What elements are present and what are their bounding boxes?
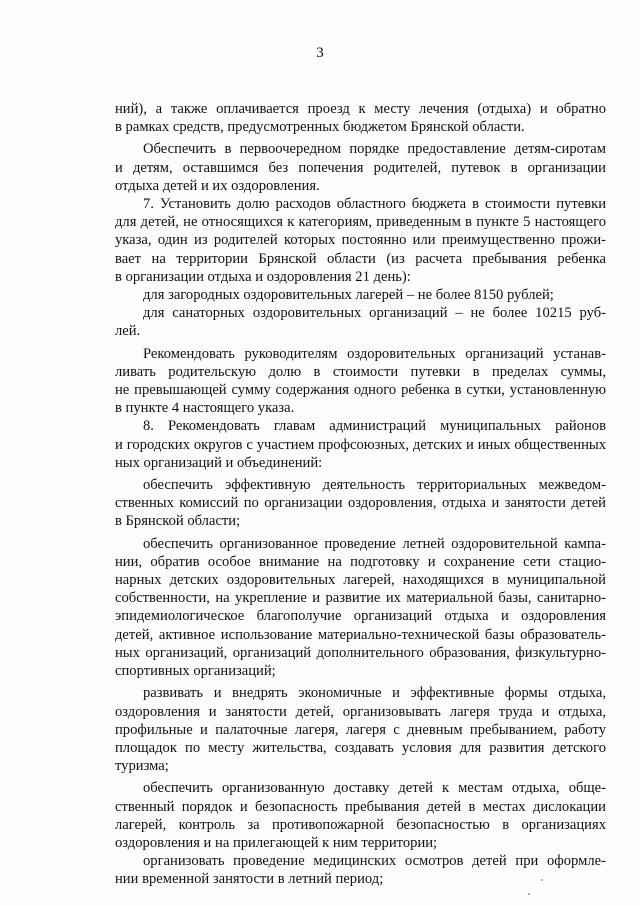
text-line: отдыха детей и их оздоровления.	[115, 177, 320, 194]
paragraph	[115, 100, 606, 136]
text-line: ний), а также оплачивается проезд к месту лечения (отдыха) и обратно	[115, 101, 606, 117]
text-line: профильные и палаточные лагеря, лагеря с дневным пребыванием, работу	[115, 721, 606, 738]
text-line: в организации отдыха и оздоровления 21 день):	[115, 268, 411, 285]
text-line: обеспечить эффективную деятельность территориальных межведом-	[143, 477, 606, 494]
text-line: указа, один из родителей которых постоянно или преимущественно прожи-	[115, 232, 606, 249]
paragraph	[115, 304, 606, 340]
paragraph	[115, 195, 606, 286]
text-line: туризма;	[115, 758, 169, 775]
paragraph	[115, 140, 606, 195]
text-line: 7. Установить долю расходов областного бюджета в стоимости путевки	[143, 196, 606, 213]
text-line: ственный порядок и безопасность пребывания детей в местах дислокации	[115, 798, 606, 815]
text-line: для санаторных оздоровительных организаций – не более 10215 руб-	[143, 305, 606, 322]
text-line: для загородных оздоровительных лагерей – не более 8150 рублей;	[143, 287, 554, 304]
text-line: в рамках средств, предусмотренных бюджетом Брянской области.	[115, 119, 525, 136]
text-line: ливать родительскую долю в стоимости путевки в пределах суммы,	[115, 363, 606, 380]
paragraph	[115, 779, 606, 852]
text-line: площадок по месту жительства, создавать условия для развития детского	[115, 739, 606, 756]
text-line: нарных детских оздоровительных лагерей, находящихся в муниципальной	[115, 572, 606, 589]
text-line: нии, обратив особое внимание на подготовку и сохранение сети стацио-	[115, 553, 606, 570]
text-line: лагерей, контроль за противопожарной безопасностью в организациях	[115, 816, 606, 833]
text-line: ных организаций, организаций дополнительного образования, физкультурно-	[115, 644, 606, 661]
text-line: ных организаций и объединений:	[115, 454, 323, 471]
text-line: детей, активное использование материально-технической базы образователь-	[115, 626, 606, 643]
text-line: ственных комиссий по организации оздоровления, отдыха и занятости детей	[115, 495, 606, 512]
text-line: нии временной занятости в летний период;	[115, 871, 384, 888]
paragraph	[115, 417, 606, 472]
paragraph	[115, 345, 606, 418]
paragraph	[115, 535, 606, 681]
text-line: вает на территории Брянской области (из расчета пребывания ребенка	[115, 250, 606, 267]
text-line: Рекомендовать руководителям оздоровительных организаций устанав-	[143, 345, 606, 362]
text-line: Обеспечить в первоочередном порядке предоставление детям-сиротам	[143, 141, 606, 158]
text-line: обеспечить организованную доставку детей к местам отдыха, обще-	[143, 780, 606, 797]
text-line: обеспечить организованное проведение летней оздоровительной кампа-	[143, 535, 606, 552]
text-line: организовать проведение медицинских осмотров детей при оформле-	[143, 853, 606, 870]
text-line: в пункте 4 настоящего указа.	[115, 400, 295, 417]
text-line: для детей, не относящихся к категориям, приведенным в пункте 5 настоящего	[115, 214, 606, 231]
document-body	[115, 100, 606, 889]
text-line: 8. Рекомендовать главам администраций муниципальных районов	[143, 418, 606, 435]
paragraph	[115, 476, 606, 531]
page-number: 3	[316, 45, 324, 61]
paragraph	[115, 684, 606, 775]
scan-speck	[528, 893, 530, 895]
text-line: оздоровления и занятости детей, организовывать лагеря труда и отдыха,	[115, 703, 606, 720]
paragraph	[115, 852, 606, 888]
text-line: не превышающей сумму содержания одного ребенка в сутки, установленную	[115, 382, 606, 399]
scan-speck	[541, 879, 543, 881]
text-line: развивать и внедрять экономичные и эффективные формы отдыха,	[143, 685, 606, 702]
text-line: лей.	[115, 323, 141, 340]
text-line: спортивных организаций;	[115, 663, 276, 680]
text-line: оздоровления и на прилегающей к ним территории;	[115, 834, 438, 851]
text-line: собственности, на укрепление и развитие их материальной базы, санитарно-	[115, 590, 606, 607]
text-line: и городских округов с участием профсоюзных, детских и иных общественных	[115, 436, 606, 453]
text-line: и детям, оставшимся без попечения родителей, путевок в организации	[115, 159, 606, 176]
text-line: в Брянской области;	[115, 513, 241, 530]
text-line: эпидемиологическое благополучие организаций отдыха и оздоровления	[115, 608, 606, 625]
paragraph	[115, 286, 606, 304]
